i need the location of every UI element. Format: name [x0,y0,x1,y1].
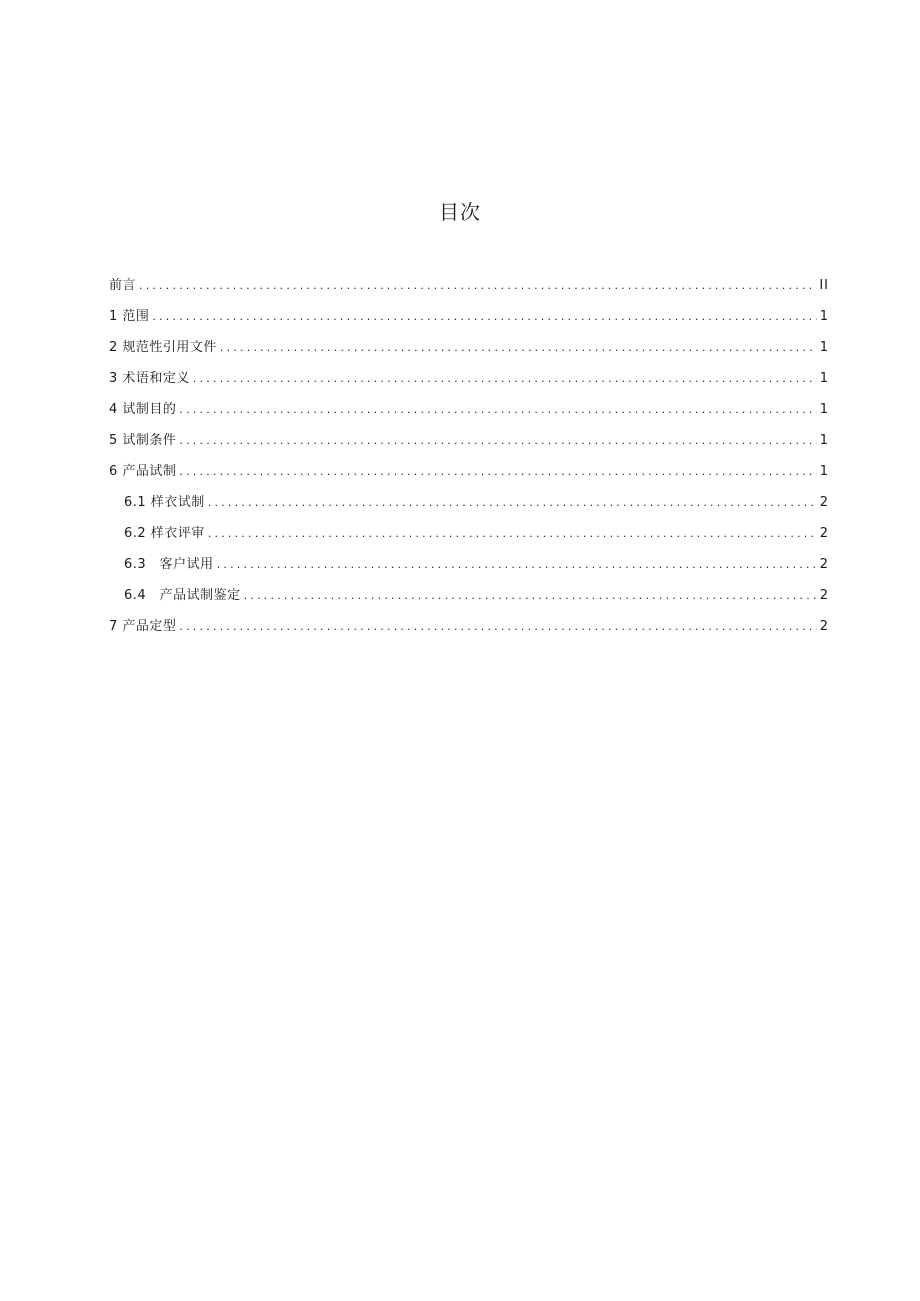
toc-entry-sample-review[interactable] [109,518,829,549]
toc-entry-label: 4 试制目的 [109,402,177,417]
toc-entry-label: 1 范围 [109,309,150,324]
toc-page-number: 2 [819,526,829,541]
toc-entry-trial-purpose[interactable] [109,394,829,425]
toc-entry-scope[interactable] [109,301,829,332]
toc-dot-leader [179,425,816,456]
toc-entry-trial-appraisal[interactable] [109,580,829,611]
toc-entry-label: 6.3 客户试用 [124,557,214,572]
toc-entry-label: 6 产品试制 [109,464,177,479]
toc-dot-leader [217,549,817,580]
toc-entry-label: 6.1 样衣试制 [124,495,205,510]
toc-dot-leader [244,580,817,611]
toc-page-number: 1 [819,371,829,386]
toc-page-number: 2 [819,557,829,572]
toc-entry-label: 前言 [109,278,137,293]
toc-entry-product-trial[interactable] [109,456,829,487]
toc-entry-label: 6.4 产品试制鉴定 [124,588,241,603]
page-title: 目次 [439,200,481,224]
toc-dot-leader [139,270,816,301]
toc-dot-leader [208,487,817,518]
toc-entry-label: 5 试制条件 [109,433,177,448]
toc-page-number: 1 [819,464,829,479]
toc-page-number: 1 [819,340,829,355]
toc-entry-label: 2 规范性引用文件 [109,340,217,355]
toc-dot-leader [193,363,817,394]
toc-entry-label: 3 术语和定义 [109,371,190,386]
toc-page-number: 1 [819,433,829,448]
toc-page-number: II [819,278,829,293]
toc-page-number: 2 [819,588,829,603]
toc-entry-trial-conditions[interactable] [109,425,829,456]
toc-page-number: 1 [819,309,829,324]
toc-dot-leader [179,456,816,487]
toc-dot-leader [220,332,817,363]
toc-entry-label: 6.2 样衣评审 [124,526,205,541]
toc-dot-leader [152,301,816,332]
toc-dot-leader [179,611,816,642]
toc-entry-product-finalization[interactable] [109,611,829,642]
toc-dot-leader [179,394,816,425]
toc-dot-leader [208,518,817,549]
toc-entry-terms-definitions[interactable] [109,363,829,394]
table-of-contents [109,270,829,642]
toc-page-number: 2 [819,495,829,510]
toc-page-number: 2 [819,619,829,634]
toc-entry-normative-references[interactable] [109,332,829,363]
toc-entry-label: 7 产品定型 [109,619,177,634]
toc-entry-customer-trial[interactable] [109,549,829,580]
toc-entry-sample-trial[interactable] [109,487,829,518]
toc-page-number: 1 [819,402,829,417]
toc-entry-foreword[interactable] [109,270,829,301]
